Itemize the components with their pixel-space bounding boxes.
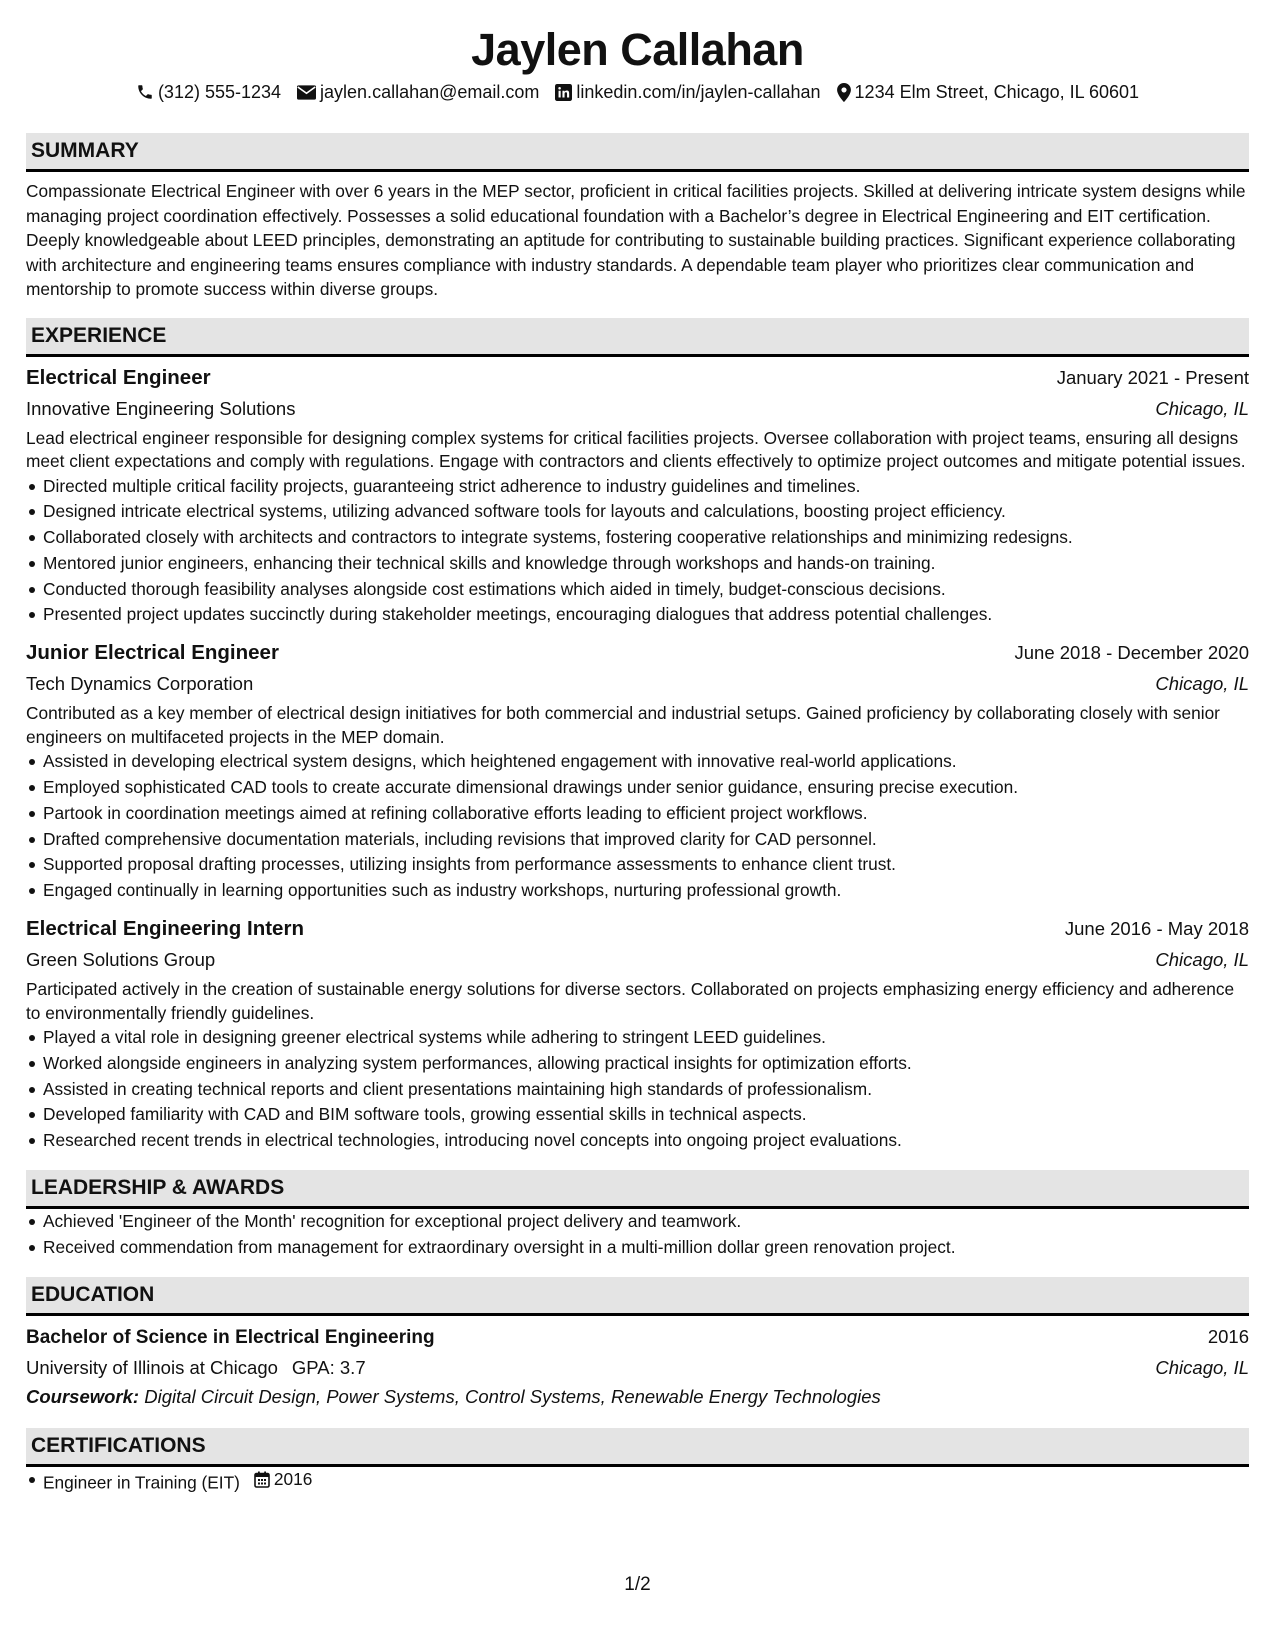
job-company: Green Solutions Group bbox=[26, 949, 216, 971]
list-item: Assisted in developing electrical system designs, which heightened engagement with innovative real-world applications. bbox=[43, 749, 1249, 775]
phone-number: (312) 555-1234 bbox=[157, 82, 282, 102]
coursework-list: Digital Circuit Design, Power Systems, Control Systems, Renewable Energy Technologies bbox=[144, 1385, 881, 1407]
list-item: Presented project updates succinctly during stakeholder meetings, encouraging dialogues that address potential challenges. bbox=[43, 602, 1249, 628]
job-dates: June 2016 - May 2018 bbox=[1064, 918, 1249, 940]
degree: Bachelor of Science in Electrical Engineering bbox=[26, 1326, 435, 1348]
education-entry bbox=[26, 1323, 1249, 1412]
calendar-icon bbox=[254, 1471, 270, 1488]
job-description: Contributed as a key member of electrical design initiatives for both commercial and industrial setups. Gained proficiency by collaborating closely with senior engineers on multifaceted projects in the MEP domain. bbox=[26, 703, 1220, 747]
graduation-year: 2016 bbox=[1207, 1325, 1249, 1347]
job-bullets bbox=[26, 1025, 1249, 1154]
section-heading: EDUCATION bbox=[26, 1277, 1249, 1316]
education-section bbox=[26, 1277, 1249, 1412]
list-item: Directed multiple critical facility projects, guaranteeing strict adherence to industry guidelines and timelines. bbox=[43, 474, 1249, 500]
contact-linkedin[interactable] bbox=[555, 81, 820, 103]
job-location: Chicago, IL bbox=[1155, 949, 1249, 971]
list-item: Employed sophisticated CAD tools to create accurate dimensional drawings under senior guidance, ensuring precise execution. bbox=[43, 775, 1249, 801]
job-location: Chicago, IL bbox=[1155, 397, 1249, 419]
list-item: Researched recent trends in electrical technologies, introducing novel concepts into ongoing project evaluations. bbox=[43, 1128, 1249, 1154]
list-item: Collaborated closely with architects and contractors to integrate systems, fostering cooperative relationships and minimizing redesigns. bbox=[43, 525, 1249, 551]
certifications-list bbox=[26, 1467, 1249, 1496]
coursework-label: Coursework: bbox=[26, 1385, 140, 1407]
list-item: Developed familiarity with CAD and BIM software tools, growing essential skills in technical aspects. bbox=[43, 1102, 1249, 1128]
candidate-name: Jaylen Callahan bbox=[471, 24, 804, 75]
resume-content bbox=[26, 22, 1249, 1496]
job-company: Tech Dynamics Corporation bbox=[26, 673, 254, 695]
certification-name: Engineer in Training (EIT) bbox=[43, 1472, 240, 1493]
gpa: GPA: 3.7 bbox=[291, 1356, 366, 1378]
list-item: Supported proposal drafting processes, utilizing insights from performance assessments to enhance client trust. bbox=[43, 852, 1249, 878]
job-bullets bbox=[26, 474, 1249, 629]
linkedin-icon bbox=[555, 84, 572, 101]
certification-date bbox=[254, 1467, 312, 1493]
section-heading: SUMMARY bbox=[26, 133, 1249, 172]
contact-address bbox=[837, 81, 1140, 103]
job-entry bbox=[26, 638, 1249, 904]
job-entry bbox=[26, 363, 1249, 629]
list-item: Drafted comprehensive documentation materials, including revisions that improved clarity for CAD personnel. bbox=[43, 827, 1249, 853]
section-heading: CERTIFICATIONS bbox=[26, 1428, 1249, 1467]
job-description: Lead electrical engineer responsible for designing complex systems for critical facilities projects. Oversee collaboration with project teams, ensuring all designs meet client expectations and comply with regulations. Engage with contractors and clients effectively to optimize project outcomes and mitigate potential issues. bbox=[26, 427, 1246, 471]
list-item: Conducted thorough feasibility analyses alongside cost estimations which aided in timely, budget-conscious decisions. bbox=[43, 577, 1249, 603]
list-item bbox=[43, 1467, 1249, 1496]
list-item: Mentored junior engineers, enhancing their technical skills and knowledge through workshops and hands-on training. bbox=[43, 551, 1249, 577]
job-location: Chicago, IL bbox=[1155, 673, 1249, 695]
phone-icon bbox=[136, 83, 154, 101]
list-item: Achieved 'Engineer of the Month' recognition for exceptional project delivery and teamwork. bbox=[43, 1209, 1249, 1235]
job-title: Electrical Engineer bbox=[26, 365, 211, 389]
map-pin-icon bbox=[837, 83, 851, 102]
list-item: Worked alongside engineers in analyzing system performances, allowing practical insights for optimization efforts. bbox=[43, 1051, 1249, 1077]
linkedin-url[interactable]: linkedin.com/in/jaylen-callahan bbox=[576, 82, 821, 102]
certification-year: 2016 bbox=[273, 1468, 313, 1489]
list-item: Designed intricate electrical systems, utilizing advanced software tools for layouts and calculations, boosting project efficiency. bbox=[43, 499, 1249, 525]
coursework bbox=[26, 1382, 1249, 1412]
school-name: University of Illinois at Chicago bbox=[26, 1356, 278, 1378]
section-heading: LEADERSHIP & AWARDS bbox=[26, 1170, 1249, 1209]
school-location: Chicago, IL bbox=[1155, 1356, 1249, 1378]
contact-phone bbox=[136, 81, 281, 103]
contact-email[interactable] bbox=[297, 81, 539, 103]
job-title: Electrical Engineering Intern bbox=[26, 917, 304, 941]
list-item: Played a vital role in designing greener electrical systems while adhering to stringent LEED guidelines. bbox=[43, 1025, 1249, 1051]
summary-text: Compassionate Electrical Engineer with over 6 years in the MEP sector, proficient in critical facilities projects. Skilled at delivering intricate system designs while managing project coordination effectively. Possesses a solid educational foundation with a Bachelor’s degree in Electrical Engineering and EIT certification. Deeply knowledgeable about LEED principles, demonstrating an aptitude for contributing to sustainable building practices. Significant experience collaborating with architecture and engineering teams ensures compliance with industry standards. A dependable team player who prioritizes clear communication and mentorship to promote success within diverse groups. bbox=[26, 181, 1246, 299]
job-bullets bbox=[26, 749, 1249, 904]
envelope-icon bbox=[297, 85, 316, 100]
street-address: 1234 Elm Street, Chicago, IL 60601 bbox=[854, 82, 1140, 102]
list-item: Partook in coordination meetings aimed at refining collaborative efforts leading to efficient project workflows. bbox=[43, 801, 1249, 827]
awards-section bbox=[26, 1170, 1249, 1261]
list-item: Assisted in creating technical reports and client presentations maintaining high standards of professionalism. bbox=[43, 1077, 1249, 1103]
experience-section bbox=[26, 318, 1249, 1155]
certifications-section bbox=[26, 1428, 1249, 1496]
summary-section bbox=[26, 133, 1249, 302]
job-title: Junior Electrical Engineer bbox=[26, 641, 279, 665]
list-item: Received commendation from management for extraordinary oversight in a multi-million dollar green renovation project. bbox=[43, 1235, 1249, 1261]
job-dates: June 2018 - December 2020 bbox=[1014, 642, 1249, 664]
school-line bbox=[26, 1353, 366, 1382]
job-dates: January 2021 - Present bbox=[1056, 366, 1249, 388]
job-company: Innovative Engineering Solutions bbox=[26, 397, 296, 419]
contact-bar bbox=[26, 81, 1249, 103]
email-address[interactable]: jaylen.callahan@email.com bbox=[320, 82, 540, 102]
job-entry bbox=[26, 914, 1249, 1154]
page-indicator: 1/2 bbox=[624, 1574, 651, 1595]
job-description: Participated actively in the creation of sustainable energy solutions for diverse sectors. Collaborated on projects emphasizing energy efficiency and adherence to environmentally friendly guidelines. bbox=[26, 979, 1235, 1023]
awards-list bbox=[26, 1209, 1249, 1261]
list-item: Engaged continually in learning opportunities such as industry workshops, nurturing professional growth. bbox=[43, 878, 1249, 904]
section-heading: EXPERIENCE bbox=[26, 318, 1249, 357]
